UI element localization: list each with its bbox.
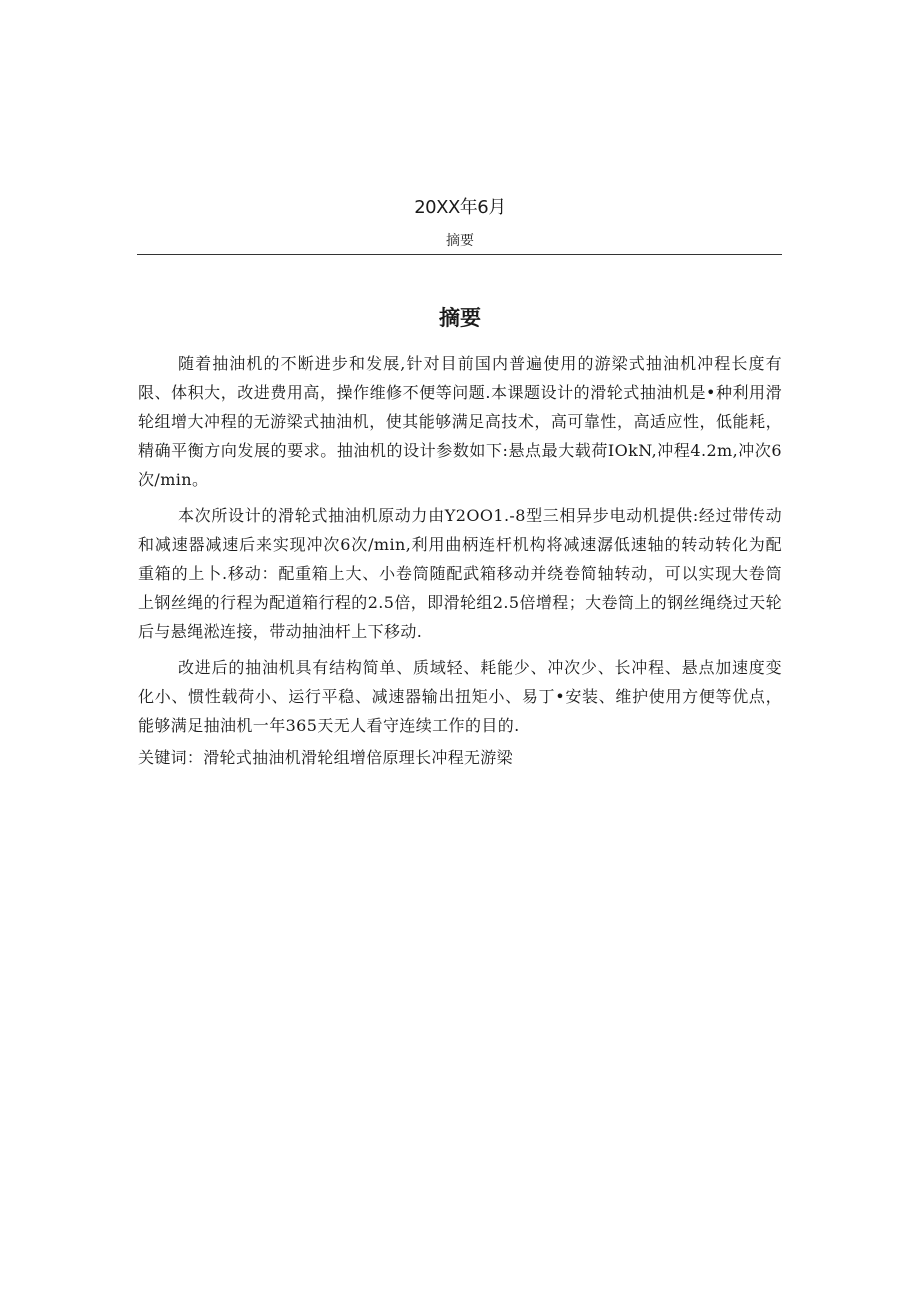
document-date: 20XX年6月 (414, 197, 506, 218)
abstract-paragraph-3: 改进后的抽油机具有结构简单、质域轻、耗能少、冲次少、长冲程、悬点加速度变化小、惯性载荷小、运行平稳、减速器输出扭矩小、易丁•安装、维护使用方便等优点，能够满足抽油机一年365天无人看守连续工作的目的. (138, 658, 782, 735)
abstract-paragraph-2: 本次所设计的滑轮式抽油机原动力由Y2OO1.-8型三相异步电动机提供:经过带传动和减速器减速后来实现冲次6次∕min,利用曲柄连杆机构将减速潺低速轴的转动转化为配重箱的上卜.移动：配重箱上大、小卷筒随配武箱移动并绕卷简轴转动，可以实现大卷筒上钢丝绳的行程为配道箱行程的2.5倍，即滑轮组2.5倍增程；大卷筒上的钢丝绳绕过天轮后与悬绳淞连接，带动抽油杆上下移动. (138, 506, 782, 641)
page-title: 摘要 (439, 306, 481, 331)
abstract-body (138, 349, 782, 772)
header-divider (137, 254, 782, 255)
keywords-line: 关键词：滑轮式抽油机滑轮组增倍原理长冲程无游梁 (138, 748, 513, 767)
running-header-title: 摘要 (446, 233, 474, 249)
abstract-paragraph-1: 随着抽油机的不断进步和发展,针对目前国内普遍使用的游梁式抽油机冲程长度有限、体积大，改进费用高，操作维修不便等问题.本课题设计的滑轮式抽油机是•种利用滑轮组增大冲程的无游梁式抽油机，使其能够满足高技术，高可靠性，高适应性，低能耗，精确平衡方向发展的要求。抽油机的设计参数如下:悬点最大载荷IOkN,冲程4.2m,冲次6次/min。 (138, 354, 782, 489)
